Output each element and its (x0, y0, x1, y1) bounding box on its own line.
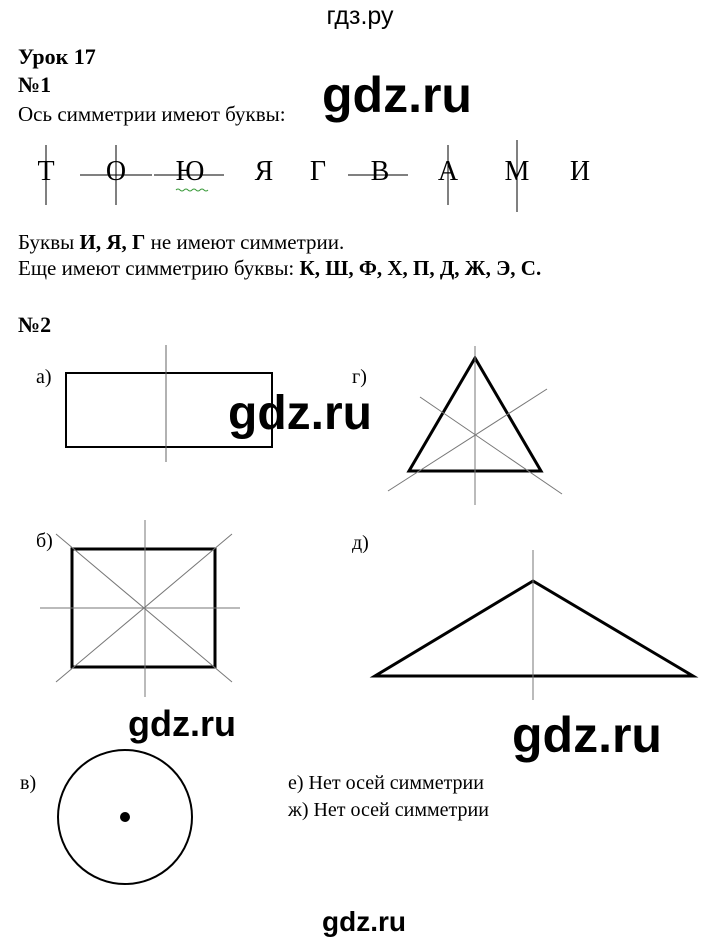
task1-intro: Ось симметрии имеют буквы: (18, 102, 286, 126)
answer-zh: ж) Нет осей симметрии (288, 799, 489, 821)
letter-6: В (370, 156, 390, 187)
site-header: гдз.ру (326, 2, 394, 30)
letter-7: А (437, 156, 459, 187)
label-g: г) (352, 366, 367, 388)
label-a: а) (36, 366, 52, 388)
no-symmetry-prefix: Буквы (18, 230, 80, 254)
answer-e: е) Нет осей симметрии (288, 772, 484, 794)
letter-2: О (105, 156, 127, 187)
no-symmetry-letters: И, Я, Г (79, 230, 146, 254)
label-v: в) (20, 772, 37, 794)
letter-5: Г (309, 156, 327, 187)
watermark-5: gdz.ru (322, 906, 406, 937)
circle-center-dot (120, 812, 130, 822)
watermark-2: gdz.ru (228, 387, 372, 440)
task1-number: №1 (18, 72, 52, 97)
more-symmetry-prefix: Еще имеют симметрию буквы: (18, 256, 300, 280)
letter-9: И (569, 156, 591, 187)
lesson-title: Урок 17 (18, 44, 96, 69)
letter-8: М (504, 156, 530, 187)
watermark-4: gdz.ru (512, 707, 662, 763)
label-d: д) (352, 532, 369, 554)
letter-1: Т (37, 156, 55, 187)
more-symmetry-letters: К, Ш, Ф, Х, П, Д, Ж, Э, С. (299, 256, 542, 280)
label-b: б) (36, 530, 53, 552)
spell-underline (176, 189, 208, 191)
watermark-3: gdz.ru (128, 703, 236, 744)
triangle-axis-3 (420, 397, 562, 494)
task2-number: №2 (18, 312, 52, 337)
no-symmetry-suffix: не имеют симметрии. (145, 230, 345, 254)
watermark-1: gdz.ru (322, 67, 472, 123)
letter-3: Ю (175, 156, 205, 187)
triangle-isosceles (375, 581, 693, 676)
letter-4: Я (254, 156, 274, 187)
